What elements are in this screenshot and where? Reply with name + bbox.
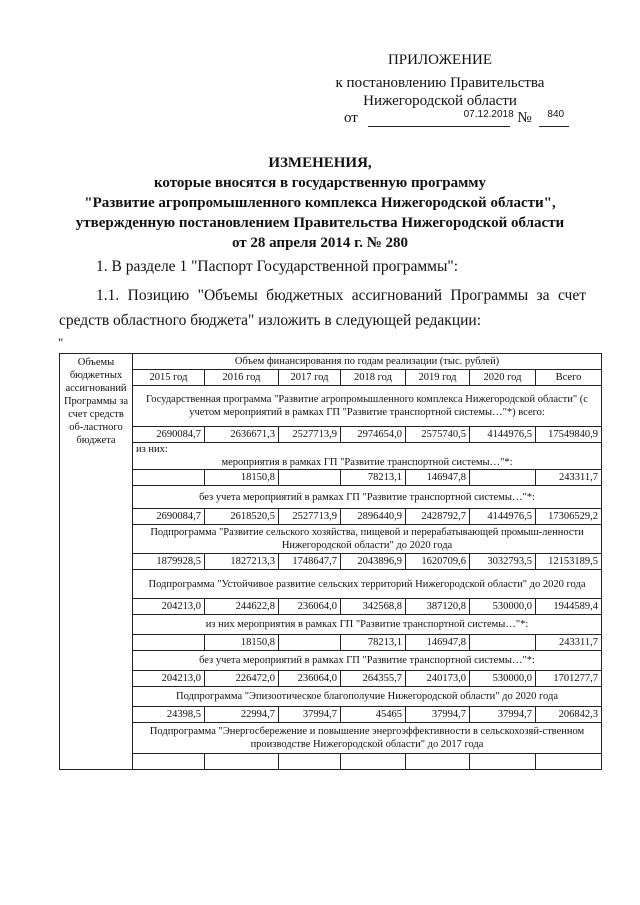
cell: 2690084,7 (133, 427, 205, 443)
cell (406, 754, 470, 770)
table-row (60, 509, 602, 525)
cell: 264355,7 (341, 671, 406, 687)
cell: 146947,8 (406, 635, 470, 651)
row-label-cell: Объемы бюджетных ассигнований Программы за счет средств об-ластного бюджета (60, 354, 133, 770)
cell: 244622,8 (205, 599, 279, 615)
cell: 2428792,7 (406, 509, 470, 525)
table-row (60, 671, 602, 687)
col-2016: 2016 год (205, 370, 279, 386)
paragraph-1: 1. В разделе 1 "Паспорт Государственной программы": (96, 258, 459, 275)
cell: 226472,0 (205, 671, 279, 687)
title-line-2: которые вносятся в государственную программу (153, 175, 487, 191)
cell (279, 635, 341, 651)
cell: 2618520,5 (205, 509, 279, 525)
appendix-label: ПРИЛОЖЕНИЕ (387, 52, 493, 68)
cell: 2527713,9 (279, 509, 341, 525)
number-label: № (517, 110, 532, 126)
title-line-5: от 28 апреля 2014 г. № 280 (231, 235, 409, 251)
sp1-title: Подпрограмма "Развитие сельского хозяйства, пищевой и перерабатывающей промыш-ленности Нижегородской области" до 2020 года (133, 525, 602, 554)
cell (536, 754, 602, 770)
cell: 1827213,3 (205, 554, 279, 570)
cell: 18150,8 (205, 470, 279, 486)
cell (341, 754, 406, 770)
cell: 12153189,5 (536, 554, 602, 570)
col-2019: 2019 год (406, 370, 470, 386)
of-them-text: из них: (136, 444, 168, 455)
cell: 236064,0 (279, 599, 341, 615)
cell: 243311,7 (536, 635, 602, 651)
cell: 2896440,9 (341, 509, 406, 525)
cell: 4144976,5 (470, 427, 536, 443)
table-header-title: Объем финансирования по годам реализации (тыс. рублей) (133, 354, 602, 370)
cell: 146947,8 (406, 470, 470, 486)
cell: 236064,0 (279, 671, 341, 687)
cell: 3032793,5 (470, 554, 536, 570)
cell: 24398,5 (133, 707, 205, 723)
cell (133, 754, 205, 770)
col-2020: 2020 год (470, 370, 536, 386)
paragraph-2-line-2: средств областного бюджета" изложить в следующей редакции: (59, 312, 482, 329)
cell: 2974654,0 (341, 427, 406, 443)
cell (205, 754, 279, 770)
cell: 37994,7 (279, 707, 341, 723)
paragraph-2-line-1: 1.1. Позицию "Объемы бюджетных ассигнований Программы за счет (96, 287, 586, 304)
title-line-4: утвержденную постановлением Правительства Нижегородской области (75, 215, 565, 231)
table-row (60, 707, 602, 723)
number-line (539, 109, 569, 127)
cell: 45465 (341, 707, 406, 723)
cell: 243311,7 (536, 470, 602, 486)
cell (470, 754, 536, 770)
cell: 17306529,2 (536, 509, 602, 525)
date-line (368, 109, 514, 127)
title-line-3: "Развитие агропромышленного комплекса Нижегородской области", (84, 195, 556, 211)
appendix-line-1: к постановлению Правительства (335, 75, 545, 91)
table-row (60, 599, 602, 615)
cell: 22994,7 (205, 707, 279, 723)
cell (470, 635, 536, 651)
cell: 240173,0 (406, 671, 470, 687)
cell: 2043896,9 (341, 554, 406, 570)
cell: 1701277,7 (536, 671, 602, 687)
sp2-tr-title: из них мероприятия в рамках ГП "Развитие транспортной системы…"*: (133, 615, 602, 635)
budget-table (59, 353, 602, 770)
cell: 1620709,6 (406, 554, 470, 570)
column-headers (60, 370, 602, 386)
cell: 1944589,4 (536, 599, 602, 615)
cell (279, 754, 341, 770)
cell: 4144976,5 (470, 509, 536, 525)
cell: 17549840,9 (536, 427, 602, 443)
cell: 2575740,5 (406, 427, 470, 443)
table-row (60, 635, 602, 651)
cell: 78213,1 (341, 470, 406, 486)
open-quote: " (58, 335, 64, 350)
cell: 2527713,9 (279, 427, 341, 443)
number-value: 840 (547, 109, 565, 120)
cell: 204213,0 (133, 671, 205, 687)
cell (133, 470, 205, 486)
cell: 2636671,3 (205, 427, 279, 443)
cell: 37994,7 (470, 707, 536, 723)
title-line-1: ИЗМЕНЕНИЯ, (268, 155, 372, 171)
table-row (60, 554, 602, 570)
col-total: Всего (536, 370, 602, 386)
date-value: 07.12.2018 (463, 109, 514, 120)
cell: 387120,8 (406, 599, 470, 615)
sp2-wo-title: без учета мероприятий в рамках ГП "Развитие транспортной системы…"*: (133, 651, 602, 671)
cell: 1748647,7 (279, 554, 341, 570)
sp4-title: Подпрограмма "Энергосбережение и повышение энергоэффективности в сельскохозяй-ственном производстве Нижегородской области" до 2017 года (133, 723, 602, 754)
cell: 18150,8 (205, 635, 279, 651)
cell: 1879928,5 (133, 554, 205, 570)
gp-tr-title: мероприятия в рамках ГП "Развитие транспортной системы…"*: (221, 457, 513, 468)
cell (470, 470, 536, 486)
gp-wo-title: без учета мероприятий в рамках ГП "Развитие транспортной системы…"*: (133, 486, 602, 509)
cell: 2690084,7 (133, 509, 205, 525)
table-row (60, 754, 602, 770)
cell (279, 470, 341, 486)
cell: 78213,1 (341, 635, 406, 651)
from-label: от (344, 110, 358, 126)
cell: 530000,0 (470, 599, 536, 615)
cell: 204213,0 (133, 599, 205, 615)
of-them-label (133, 443, 602, 470)
signature-line (344, 110, 569, 127)
sp3-title: Подпрограмма "Эпизоотическое благополучие Нижегородской области" до 2020 года (133, 687, 602, 707)
cell: 206842,3 (536, 707, 602, 723)
cell (133, 635, 205, 651)
doc-title (40, 153, 600, 253)
sp2-title: Подпрограмма "Устойчивое развитие сельских территорий Нижегородской области" до 2020 года (133, 570, 602, 599)
cell: 37994,7 (406, 707, 470, 723)
col-2015: 2015 год (133, 370, 205, 386)
gp-title: Государственная программа "Развитие агропромышленного комплекса Нижегородской области" (с учетом мероприятий в рамках ГП "Развитие транспортной системы…"*) всего: (133, 386, 602, 427)
cell: 342568,8 (341, 599, 406, 615)
table-row (60, 470, 602, 486)
table-row (60, 427, 602, 443)
appendix-line-2: Нижегородской области (363, 93, 517, 109)
col-2017: 2017 год (279, 370, 341, 386)
col-2018: 2018 год (341, 370, 406, 386)
cell: 530000,0 (470, 671, 536, 687)
